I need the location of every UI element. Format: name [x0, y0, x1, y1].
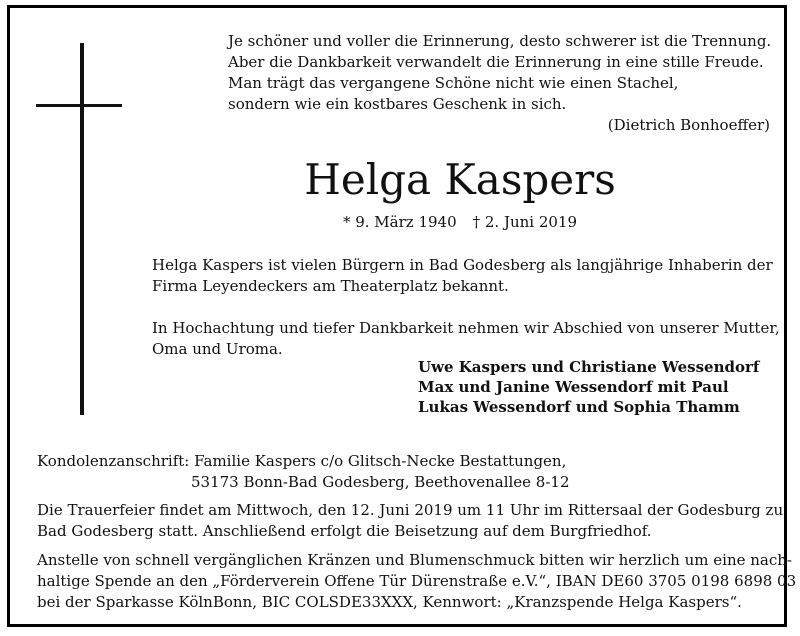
signer: Uwe Kaspers und Christiane Wessendorf	[418, 358, 760, 376]
tribute-line: Helga Kaspers ist vielen Bürgern in Bad Godesberg als langjährige Inhaberin der	[152, 256, 773, 274]
condolence-address	[37, 451, 777, 493]
funeral-line: Bad Godesberg statt. Anschließend erfolgt die Beisetzung auf dem Burgfriedhof.	[37, 522, 652, 540]
donation-line: bei der Sparkasse KölnBonn, BIC COLSDE33XXX, Kennwort: „Kranzspende Helga Kaspers“.	[37, 593, 742, 611]
donation-info	[37, 550, 797, 613]
signer: Max und Janine Wessendorf mit Paul	[418, 378, 729, 396]
quote-line: Man trägt das vergangene Schöne nicht wie einen Stachel,	[228, 74, 679, 92]
birth-date: * 9. März 1940	[342, 213, 457, 231]
obituary-notice	[7, 5, 797, 627]
death-date: † 2. Juni 2019	[472, 213, 578, 231]
cross-icon	[80, 43, 84, 415]
tribute-line: Firma Leyendeckers am Theaterplatz bekannt.	[152, 277, 509, 295]
condolence-line: 53173 Bonn-Bad Godesberg, Beethovenallee 8-12	[191, 473, 570, 491]
funeral-line: Die Trauerfeier findet am Mittwoch, den 12. Juni 2019 um 11 Uhr im Rittersaal der Godesburg zu	[37, 501, 784, 519]
condolence-line: Familie Kaspers c/o Glitsch-Necke Bestattungen,	[194, 452, 567, 470]
tribute-paragraph	[152, 255, 777, 297]
deceased-name: Helga Kaspers	[304, 155, 616, 204]
memorial-quote	[228, 31, 773, 115]
donation-line: Anstelle von schnell vergänglichen Kränzen und Blumenschmuck bitten wir herzlich um eine nach-	[37, 551, 792, 569]
funeral-info	[37, 500, 784, 542]
farewell-line: Oma und Uroma.	[152, 340, 283, 358]
farewell-line: In Hochachtung und tiefer Dankbarkeit nehmen wir Abschied von unserer Mutter,	[152, 319, 780, 337]
signer: Lukas Wessendorf und Sophia Thamm	[418, 398, 740, 416]
donation-line: haltige Spende an den „Förderverein Offene Tür Dürenstraße e.V.“, IBAN DE60 3705 0198 6898 03	[37, 572, 797, 590]
life-dates	[150, 213, 770, 231]
quote-line: Je schöner und voller die Erinnerung, desto schwerer ist die Trennung.	[228, 32, 772, 50]
quote-author: (Dietrich Bonhoeffer)	[607, 116, 770, 134]
quote-line: sondern wie ein kostbares Geschenk in sich.	[228, 95, 567, 113]
farewell-paragraph	[152, 318, 780, 360]
condolence-label: Kondolenzanschrift:	[37, 452, 190, 470]
signers-list	[418, 357, 778, 417]
quote-line: Aber die Dankbarkeit verwandelt die Erinnerung in eine stille Freude.	[228, 53, 764, 71]
cross-icon-bar	[36, 104, 122, 107]
